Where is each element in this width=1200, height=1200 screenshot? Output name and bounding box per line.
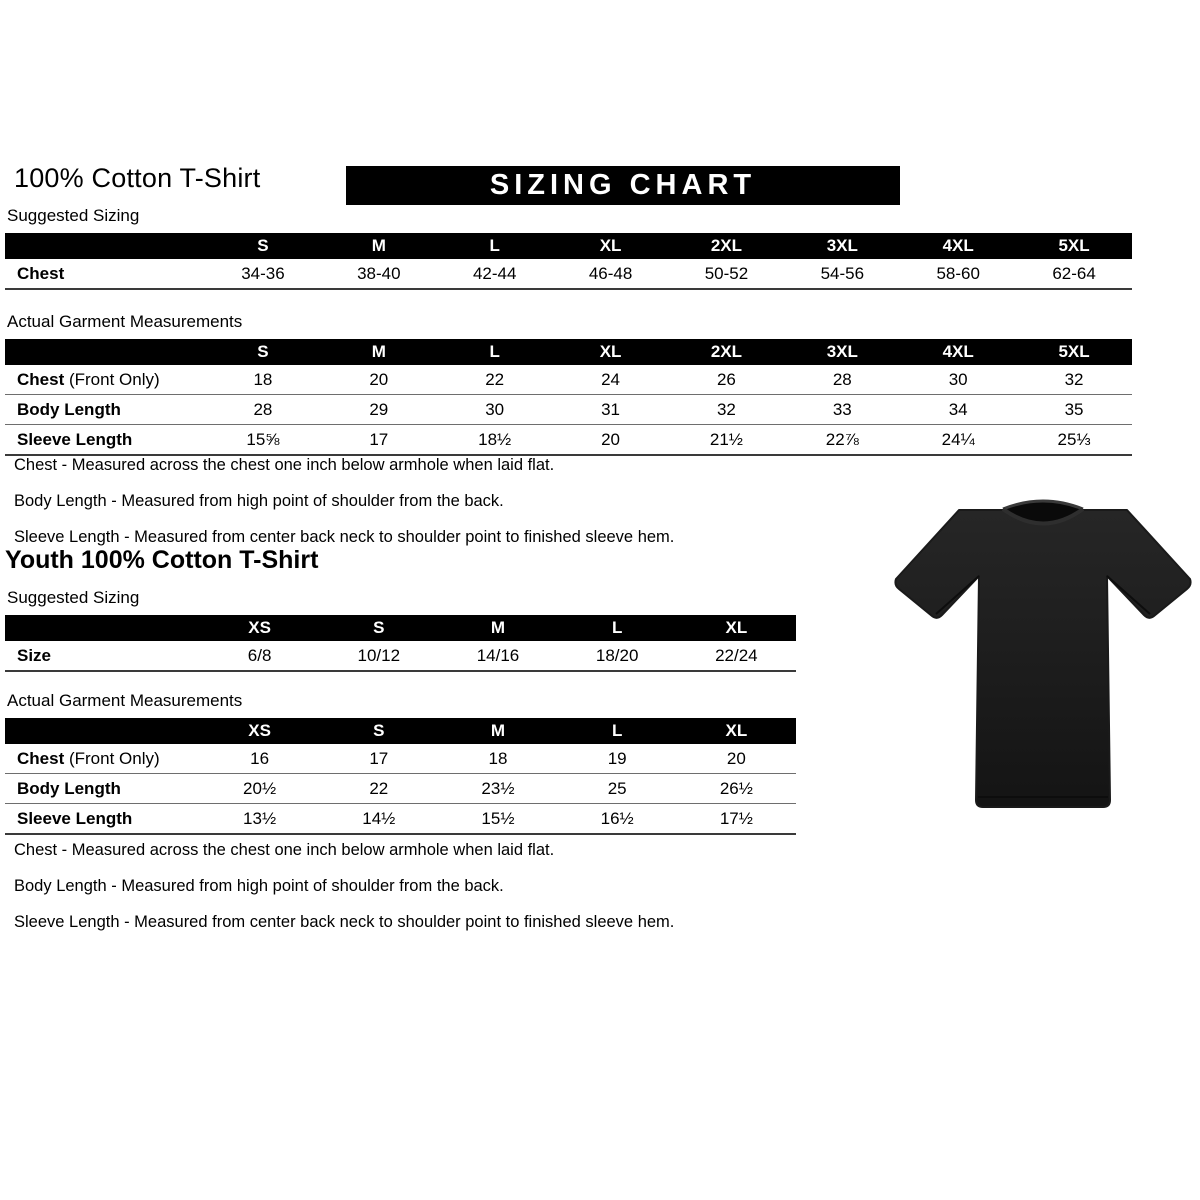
row-label: Sleeve Length [5, 425, 205, 456]
col-header: 2XL [669, 233, 785, 259]
col-header: M [438, 718, 557, 744]
size-cell: 22 [319, 774, 438, 804]
adult-actual-measurements-table [5, 339, 1132, 456]
col-header: L [558, 718, 677, 744]
table-header-row [5, 615, 796, 641]
col-header: XL [677, 718, 796, 744]
youth-suggested-sizing-label: Suggested Sizing [7, 588, 140, 607]
size-cell: 28 [784, 365, 900, 395]
table-header-row [5, 718, 796, 744]
size-cell: 21½ [669, 425, 785, 456]
note-chest: Chest - Measured across the chest one inch below armhole when laid flat. [14, 841, 555, 859]
size-cell: 20 [553, 425, 669, 456]
size-cell: 50-52 [669, 259, 785, 289]
note-body-length: Body Length - Measured from high point of shoulder from the back. [14, 492, 504, 510]
sizing-chart-banner-text: SIZING CHART [489, 169, 757, 201]
col-header: S [319, 718, 438, 744]
col-header: XL [553, 233, 669, 259]
row-label [5, 365, 205, 395]
row-label: Size [5, 641, 200, 671]
table-row [5, 641, 796, 671]
youth-actual-measurements-section [5, 691, 796, 835]
size-cell: 26 [669, 365, 785, 395]
size-cell: 38-40 [321, 259, 437, 289]
table-header-row [5, 339, 1132, 365]
size-cell: 14½ [319, 804, 438, 835]
row-label [5, 744, 200, 774]
size-cell: 34 [900, 395, 1016, 425]
row-label-main: Chest [17, 748, 65, 768]
row-label-suffix: (Front Only) [64, 369, 160, 389]
col-header: XL [553, 339, 669, 365]
col-header: 3XL [784, 233, 900, 259]
size-cell: 32 [669, 395, 785, 425]
table-row [5, 365, 1132, 395]
note-sleeve-length: Sleeve Length - Measured from center back neck to shoulder point to finished sleeve hem. [14, 528, 675, 546]
col-header: 5XL [1016, 233, 1132, 259]
row-label: Body Length [5, 774, 200, 804]
size-cell: 20½ [200, 774, 319, 804]
col-header: XL [677, 615, 796, 641]
adult-actual-measurements-label: Actual Garment Measurements [7, 312, 243, 331]
size-cell: 20 [677, 744, 796, 774]
row-label: Body Length [5, 395, 205, 425]
col-header: L [437, 339, 553, 365]
size-cell: 13½ [200, 804, 319, 835]
corner-cell [5, 615, 200, 641]
table-row [5, 425, 1132, 456]
size-cell: 19 [558, 744, 677, 774]
size-cell: 18½ [437, 425, 553, 456]
adult-suggested-sizing-label: Suggested Sizing [7, 206, 140, 225]
size-cell: 17 [321, 425, 437, 456]
youth-section-title: Youth 100% Cotton T-Shirt [5, 546, 319, 574]
size-cell: 17 [319, 744, 438, 774]
size-cell: 24 [553, 365, 669, 395]
table-row [5, 395, 1132, 425]
size-cell: 54-56 [784, 259, 900, 289]
size-cell: 22⅞ [784, 425, 900, 456]
size-cell: 18 [438, 744, 557, 774]
size-cell: 22 [437, 365, 553, 395]
size-cell: 16 [200, 744, 319, 774]
size-cell: 14/16 [438, 641, 557, 671]
adult-suggested-sizing-section [5, 206, 1132, 290]
page-title: 100% Cotton T-Shirt [14, 163, 261, 193]
tshirt-body [895, 510, 1190, 807]
youth-measurement-notes [14, 840, 674, 948]
size-cell: 20 [321, 365, 437, 395]
size-cell: 35 [1016, 395, 1132, 425]
size-cell: 30 [900, 365, 1016, 395]
size-cell: 25⅓ [1016, 425, 1132, 456]
size-cell: 34-36 [205, 259, 321, 289]
row-label-suffix: (Front Only) [64, 748, 160, 768]
col-header: S [319, 615, 438, 641]
size-cell: 17½ [677, 804, 796, 835]
size-cell: 62-64 [1016, 259, 1132, 289]
col-header: L [437, 233, 553, 259]
sizing-chart-banner [346, 166, 900, 205]
col-header: M [438, 615, 557, 641]
row-label: Sleeve Length [5, 804, 200, 835]
size-cell: 23½ [438, 774, 557, 804]
size-cell: 24¼ [900, 425, 1016, 456]
youth-suggested-sizing-table [5, 615, 796, 672]
size-cell: 15⅝ [205, 425, 321, 456]
col-header: 4XL [900, 233, 1016, 259]
adult-suggested-sizing-table [5, 233, 1132, 290]
table-row [5, 774, 796, 804]
col-header: S [205, 233, 321, 259]
table-row [5, 804, 796, 835]
col-header: M [321, 233, 437, 259]
size-cell: 46-48 [553, 259, 669, 289]
size-cell: 18 [205, 365, 321, 395]
col-header: 5XL [1016, 339, 1132, 365]
size-cell: 16½ [558, 804, 677, 835]
row-label: Chest [5, 259, 205, 289]
size-cell: 31 [553, 395, 669, 425]
col-header: XS [200, 615, 319, 641]
youth-actual-measurements-table [5, 718, 796, 835]
black-tshirt-image [893, 476, 1193, 828]
col-header: 3XL [784, 339, 900, 365]
adult-actual-measurements-section [5, 312, 1132, 456]
size-cell: 22/24 [677, 641, 796, 671]
size-cell: 33 [784, 395, 900, 425]
size-cell: 25 [558, 774, 677, 804]
size-cell: 30 [437, 395, 553, 425]
col-header: M [321, 339, 437, 365]
youth-suggested-sizing-section [5, 588, 796, 672]
note-sleeve-length: Sleeve Length - Measured from center back neck to shoulder point to finished sleeve hem. [14, 913, 675, 931]
row-label-main: Chest [17, 369, 65, 389]
col-header: 2XL [669, 339, 785, 365]
table-row [5, 744, 796, 774]
col-header: XS [200, 718, 319, 744]
col-header: L [558, 615, 677, 641]
size-cell: 28 [205, 395, 321, 425]
size-cell: 10/12 [319, 641, 438, 671]
size-cell: 32 [1016, 365, 1132, 395]
table-row [5, 259, 1132, 289]
corner-cell [5, 718, 200, 744]
size-cell: 58-60 [900, 259, 1016, 289]
corner-cell [5, 233, 205, 259]
corner-cell [5, 339, 205, 365]
note-body-length: Body Length - Measured from high point of shoulder from the back. [14, 877, 504, 895]
note-chest: Chest - Measured across the chest one inch below armhole when laid flat. [14, 456, 555, 474]
size-cell: 15½ [438, 804, 557, 835]
size-cell: 6/8 [200, 641, 319, 671]
col-header: S [205, 339, 321, 365]
col-header: 4XL [900, 339, 1016, 365]
table-header-row [5, 233, 1132, 259]
youth-actual-measurements-label: Actual Garment Measurements [7, 691, 243, 710]
size-cell: 26½ [677, 774, 796, 804]
size-cell: 18/20 [558, 641, 677, 671]
size-cell: 42-44 [437, 259, 553, 289]
size-cell: 29 [321, 395, 437, 425]
